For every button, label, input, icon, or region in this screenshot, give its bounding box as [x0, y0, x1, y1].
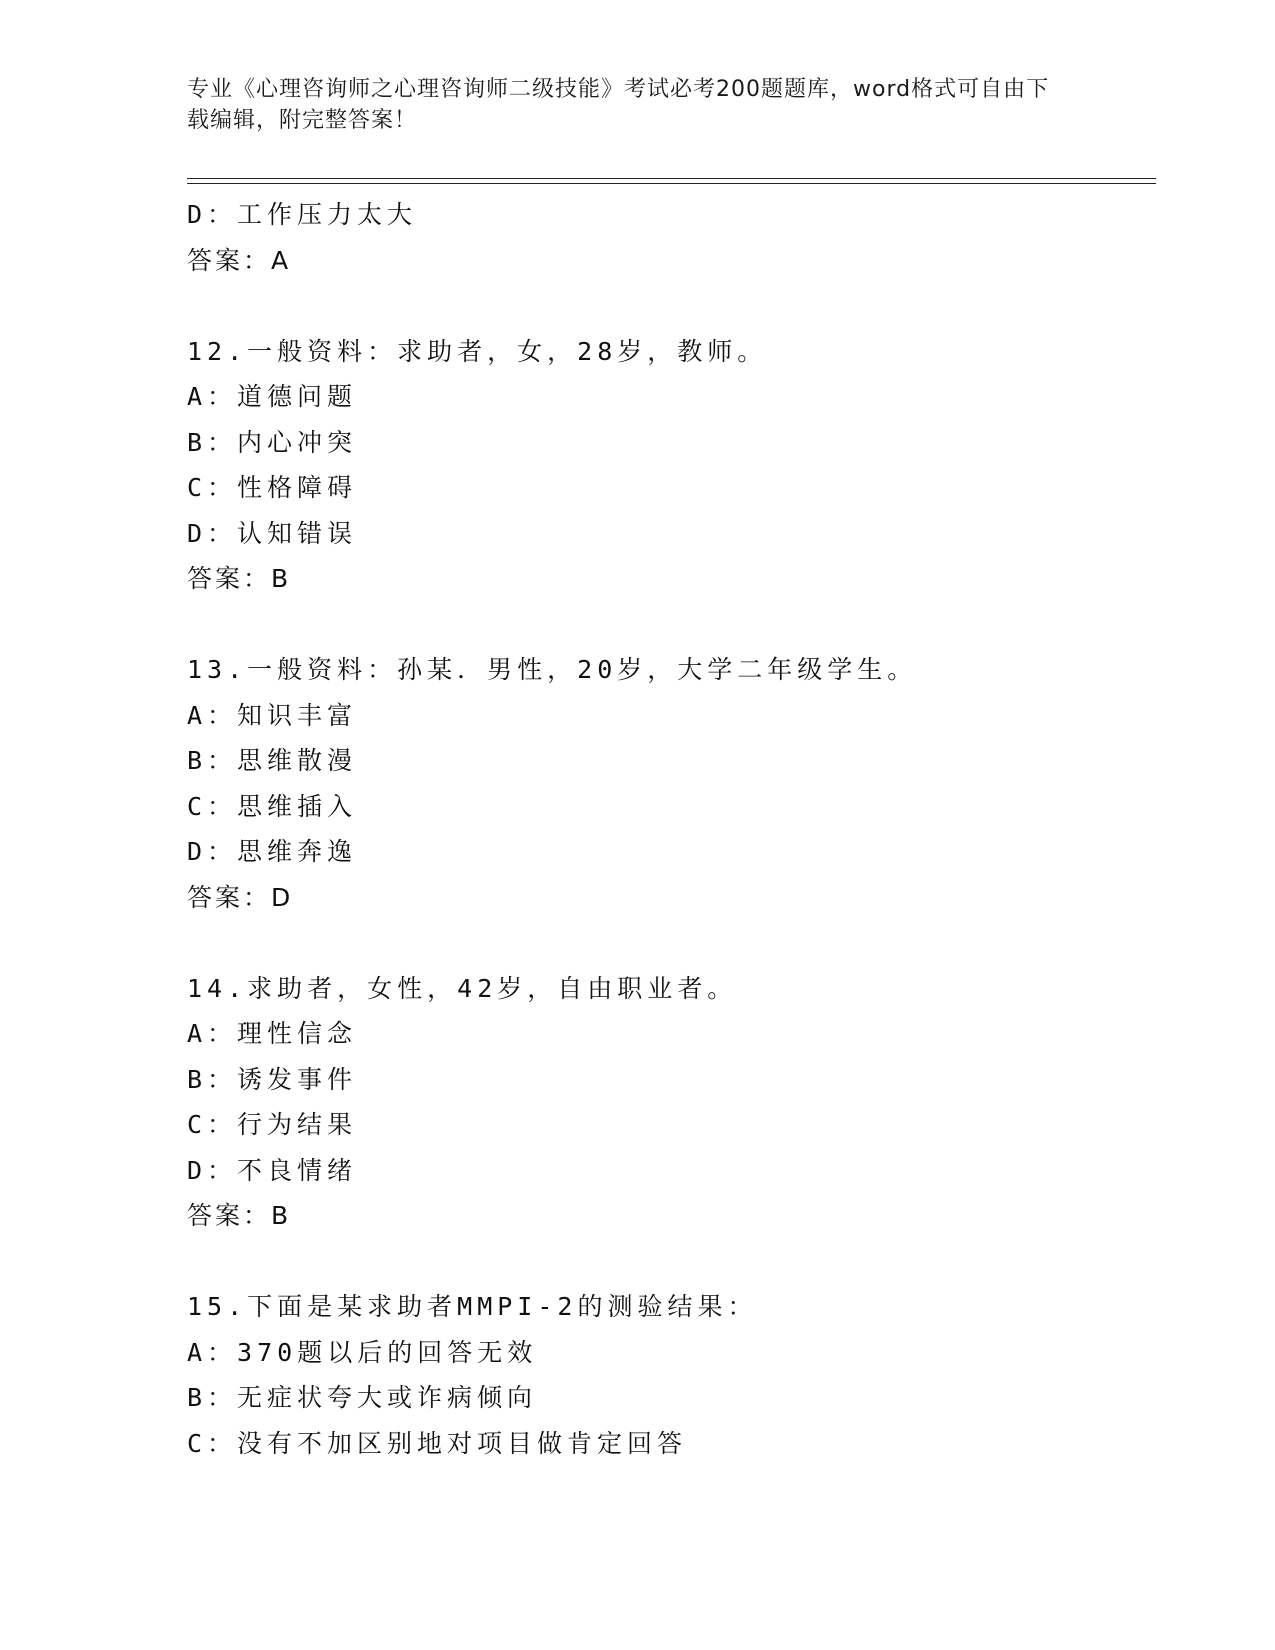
answer-line: 答案：D — [187, 882, 294, 912]
block-spacer — [187, 283, 1156, 329]
option-c: C：思维插入 — [187, 791, 358, 821]
option-a: A：道德问题 — [187, 382, 358, 411]
option-b: B：思维散漫 — [187, 746, 358, 775]
block-spacer — [187, 920, 1156, 966]
option-d: D：认知错误 — [187, 518, 358, 548]
option-a: A：理性信念 — [187, 1019, 358, 1048]
question-block — [187, 192, 1156, 283]
block-spacer — [187, 602, 1156, 648]
question-block — [187, 329, 1156, 602]
question-text: 13.一般资料：孙某．男性，20岁，大学二年级学生。 — [187, 655, 918, 684]
question-text: 12.一般资料：求助者，女，28岁，教师。 — [187, 336, 768, 366]
answer-line: 答案：B — [187, 564, 292, 593]
option-b: B：无症状夸大或诈病倾向 — [187, 1383, 538, 1412]
option-b: B：诱发事件 — [187, 1064, 358, 1094]
question-list — [187, 192, 1156, 1466]
block-spacer — [187, 1239, 1156, 1285]
option-a: A：370题以后的回答无效 — [187, 1337, 538, 1367]
question-block — [187, 966, 1156, 1239]
question-text: 15.下面是某求助者MMPI-2的测验结果： — [187, 1292, 758, 1321]
answer-line: 答案：A — [187, 245, 292, 275]
answer-line: 答案：B — [187, 1201, 292, 1230]
option-d: D：思维奔逸 — [187, 837, 358, 866]
option-c: C：性格障碍 — [187, 473, 358, 502]
question-block — [187, 1284, 1156, 1466]
question-block — [187, 647, 1156, 920]
header-divider-top — [187, 178, 1156, 179]
option-c: C：行为结果 — [187, 1110, 358, 1139]
option-a: A：知识丰富 — [187, 700, 358, 730]
header-divider-bottom — [187, 183, 1156, 184]
document-header: 专业《心理咨询师之心理咨询师二级技能》考试必考200题题库，word格式可自由下载编辑，附完整答案！ — [187, 77, 1050, 133]
option-d: D：工作压力太大 — [187, 200, 418, 229]
option-d: D：不良情绪 — [187, 1155, 358, 1185]
option-b: B：内心冲突 — [187, 427, 358, 457]
question-text: 14.求助者，女性，42岁，自由职业者。 — [187, 973, 738, 1003]
option-c: C：没有不加区别地对项目做肯定回答 — [187, 1428, 688, 1458]
